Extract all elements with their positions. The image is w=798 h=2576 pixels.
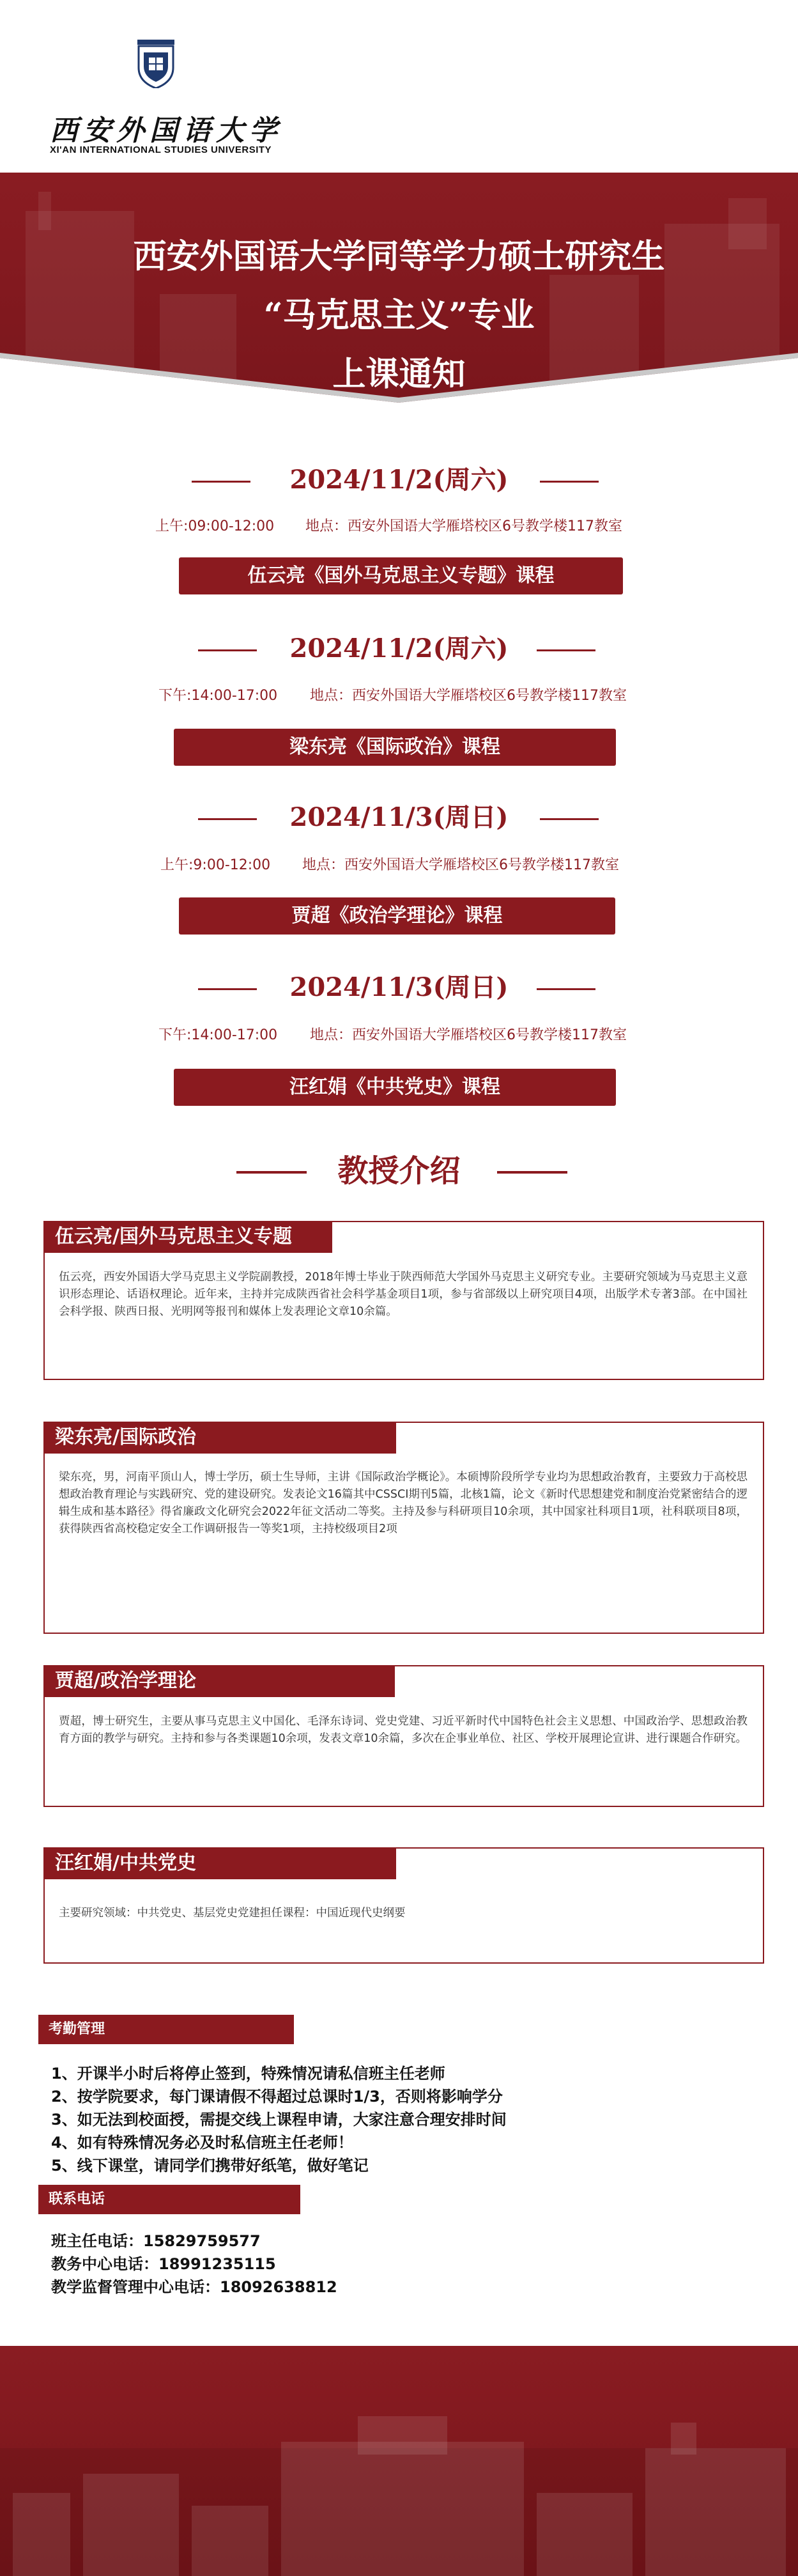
banner-title-line2: “马克思主义”专业 [263, 296, 535, 335]
professors-section-title: 教授介绍 [337, 1153, 461, 1189]
session-time: 上午:9:00-12:00 [160, 857, 271, 873]
course-bar: 贾超《政治学理论》课程 [179, 897, 615, 935]
professor-tab: 梁东亮/国际政治 [43, 1422, 396, 1454]
session-time: 上午:09:00-12:00 [155, 518, 275, 534]
attendance-rule: 3、如无法到校面授，需提交线上课程申请，大家注意合理安排时间 [51, 2111, 507, 2129]
session-location: 地点：西安外国语大学雁塔校区6号教学楼117教室 [310, 688, 627, 704]
attendance-rule: 4、如有特殊情况务必及时私信班主任老师！ [51, 2134, 353, 2152]
professor-tab: 贾超/政治学理论 [43, 1665, 395, 1697]
banner-title-line3: 上课通知 [332, 355, 466, 394]
divider-line [540, 481, 599, 483]
date-heading: 2024/11/2(周六) [289, 633, 509, 663]
attendance-rule: 1、开课半小时后将停止签到，特殊情况请私信班主任老师 [51, 2065, 445, 2083]
date-heading: 2024/11/3(周日) [289, 972, 509, 1002]
attendance-rule: 2、按学院要求，每门课请假不得超过总课时1/3，否则将影响学分 [51, 2088, 503, 2106]
date-heading: 2024/11/2(周六) [289, 465, 509, 495]
professor-bio: 梁东亮，男，河南平顶山人，博士学历，硕士生导师，主讲《国际政治学概论》。本硕博阶段所学专业均为思想政治教育，主要致力于高校思想政治教育理论与实践研究、党的建设研究。发表论文16篇其中CSSCI期刊5篇，北核1篇，论文《新时代思想建党和制度治党紧密结合的逻辑生成和基本路径》得省廉政文化研究会2022年征文活动二等奖。主持及参与科研项目10余项，其中国家社科项目1项，社科联项目8项，获得陕西省高校稳定安全工作调研报告一等奖1项，主持校级项目2项 [59, 1471, 748, 1535]
course-bar: 梁东亮《国际政治》课程 [174, 729, 616, 766]
contact-label: 联系电话 [38, 2185, 300, 2214]
attendance-label: 考勤管理 [38, 2015, 294, 2044]
footer-campus-banner [0, 2346, 798, 2576]
divider-line [540, 818, 599, 820]
date-heading: 2024/11/3(周日) [289, 802, 509, 832]
contact-line: 班主任电话：15829759577 [51, 2232, 261, 2250]
session-time: 下午:14:00-17:00 [158, 688, 278, 704]
divider-line [537, 649, 595, 651]
professor-tab: 汪红娟/中共党史 [43, 1847, 396, 1879]
divider-line [497, 1171, 567, 1174]
professor-bio: 贾超，博士研究生，主要从事马克思主义中国化、毛泽东诗词、党史党建、习近平新时代中国特色社会主义思想、中国政治学、思想政治教育方面的教学与研究。主持和参与各类课题10余项，发表文章10余篇，多次在企事业单位、社区、学校开展理论宣讲、进行课题合作研究。 [59, 1715, 748, 1745]
professor-bio: 伍云亮，西安外国语大学马克思主义学院副教授，2018年博士毕业于陕西师范大学国外马克思主义研究专业。主要研究领域为马克思主义意识形态理论、话语权理论。近年来，主持并完成陕西省社会科学基金项目1项，参与省部级以上研究项目4项，出版学术专著3部。在中国社会科学报、陕西日报、光明网等报刊和媒体上发表理论文章10余篇。 [59, 1271, 748, 1318]
session-location: 地点：西安外国语大学雁塔校区6号教学楼117教室 [310, 1027, 627, 1043]
session-location: 地点：西安外国语大学雁塔校区6号教学楼117教室 [302, 857, 619, 873]
attendance-rule: 5、线下课堂，请同学们携带好纸笔，做好笔记 [51, 2157, 369, 2175]
course-bar: 汪红娟《中共党史》课程 [174, 1069, 616, 1106]
university-name-en: XI'AN INTERNATIONAL STUDIES UNIVERSITY [50, 144, 272, 155]
professor-bio: 主要研究领域：中共党史、基层党史党建担任课程：中国近现代史纲要 [59, 1907, 406, 1920]
contact-line: 教务中心电话：18991235115 [51, 2255, 276, 2273]
contact-line: 教学监督管理中心电话：18092638812 [51, 2278, 337, 2296]
university-shield-emblem-icon [135, 40, 177, 88]
session-location: 地点：西安外国语大学雁塔校区6号教学楼117教室 [305, 518, 622, 534]
professor-tab: 伍云亮/国外马克思主义专题 [43, 1221, 332, 1253]
session-time: 下午:14:00-17:00 [158, 1027, 278, 1043]
course-bar: 伍云亮《国外马克思主义专题》课程 [179, 557, 623, 594]
divider-line [537, 988, 595, 990]
university-name-cn: 西安外国语大学 [50, 114, 282, 147]
banner-title-line1: 西安外国语大学同等学力硕士研究生 [133, 237, 665, 276]
